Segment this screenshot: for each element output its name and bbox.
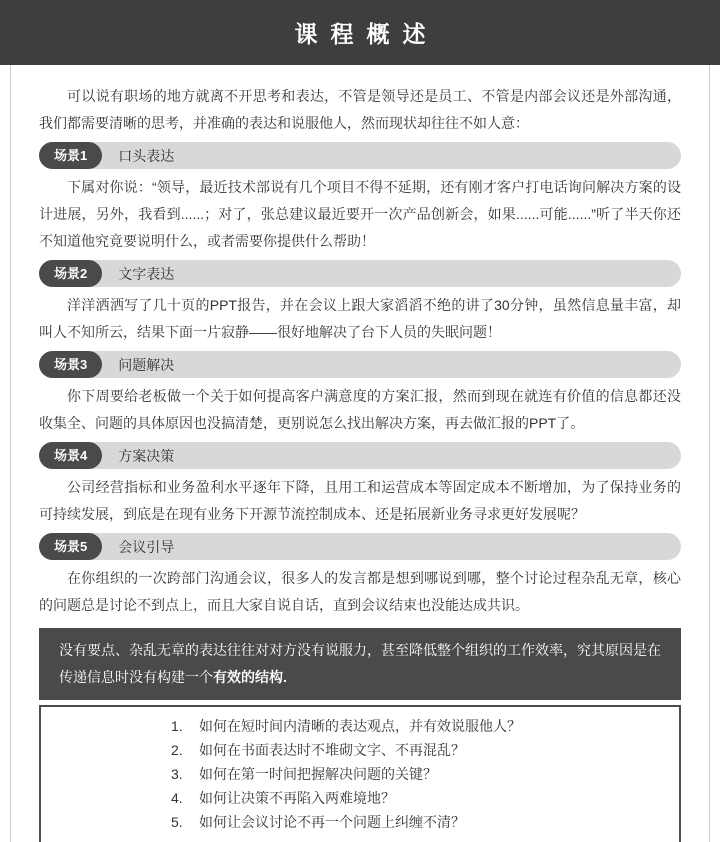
question-item-1 <box>41 714 679 738</box>
question-1-text: 如何在短时间内清晰的表达观点，并有效说服他人？ <box>199 718 521 734</box>
scene-1-badge: 场景1 <box>39 142 102 169</box>
scene-3-title: 问题解决 <box>118 356 175 373</box>
scene-2-badge: 场景2 <box>39 260 102 287</box>
question-2-number: 2. <box>171 742 183 758</box>
question-item-3 <box>41 762 679 786</box>
scene-2-header-bar <box>39 260 681 287</box>
scene-section-2 <box>39 260 681 346</box>
question-4-text: 如何让决策不再陷入两难境地？ <box>199 790 395 806</box>
scene-4-body: 公司经营指标和业务盈利水平逐年下降，且用工和运营成本等固定成本不断增加，为了保持业务的可持续发展，到底是在现有业务下开源节流控制成本、还是拓展新业务寻求更好发展呢？ <box>39 479 681 522</box>
summary-box <box>39 628 681 700</box>
scene-3-header-bar <box>39 351 681 378</box>
question-item-5 <box>41 810 679 834</box>
scene-4-header-bar <box>39 442 681 469</box>
scene-4-title: 方案决策 <box>118 447 175 464</box>
scene-section-5 <box>39 533 681 619</box>
question-2-text: 如何在书面表达时不堆砌文字、不再混乱？ <box>199 742 465 758</box>
question-3-text: 如何在第一时间把握解决问题的关键？ <box>199 766 437 782</box>
question-3-number: 3. <box>171 766 183 782</box>
question-1-number: 1. <box>171 718 183 734</box>
scene-1-body: 下属对你说：“领导，最近技术部说有几个项目不得不延期，还有刚才客户打电话询问解决方案的设计进展，另外，我看到......；对了，张总建议最近要开一次产品创新会，如果......可能......”听了半天你还不知道他究竟要说明什么，或者需要你提供什么帮助！ <box>39 179 681 249</box>
question-item-2 <box>41 738 679 762</box>
summary-text: 没有要点、杂乱无章的表达往往对对方没有说服力，甚至降低整个组织的工作效率，究其原因是在传递信息时没有构建一个 <box>59 642 661 685</box>
question-4-number: 4. <box>171 790 183 806</box>
intro-paragraph: 可以说有职场的地方就离不开思考和表达，不管是领导还是员工、不管是内部会议还是外部沟通，我们都需要清晰的思考，并准确的表达和说服他人，然而现状却往往不如人意： <box>39 88 681 131</box>
scene-5-title: 会议引导 <box>118 538 175 555</box>
content-area <box>10 65 710 842</box>
scene-section-1 <box>39 142 681 255</box>
scene-2-body: 洋洋洒洒写了几十页的PPT报告，并在会议上跟大家滔滔不绝的讲了30分钟，虽然信息量丰富，却叫人不知所云，结果下面一片寂静——很好地解决了台下人员的失眠问题！ <box>39 297 681 340</box>
question-box <box>39 705 681 842</box>
scene-1-header-bar <box>39 142 681 169</box>
scene-3-body: 你下周要给老板做一个关于如何提高客户满意度的方案汇报，然而到现在就连有价值的信息都还没收集全、问题的具体原因也没搞清楚，更别说怎么找出解决方案，再去做汇报的PPT了。 <box>39 388 681 431</box>
question-5-text: 如何让会议讨论不再一个问题上纠缠不清？ <box>199 814 465 830</box>
scene-3-badge: 场景3 <box>39 351 102 378</box>
scene-1-title: 口头表达 <box>118 147 175 164</box>
page-title: 课程概述 <box>294 21 439 47</box>
summary-emphasis: 有效的结构. <box>213 669 287 685</box>
scene-4-badge: 场景4 <box>39 442 102 469</box>
scene-5-badge: 场景5 <box>39 533 102 560</box>
scene-5-header-bar <box>39 533 681 560</box>
question-5-number: 5. <box>171 814 183 830</box>
scene-2-title: 文字表达 <box>118 265 175 282</box>
page-header <box>0 0 720 65</box>
scene-5-body: 在你组织的一次跨部门沟通会议，很多人的发言都是想到哪说到哪，整个讨论过程杂乱无章，核心的问题总是讨论不到点上，而且大家自说自话，直到会议结束也没能达成共识。 <box>39 570 681 613</box>
scene-section-4 <box>39 442 681 528</box>
scene-section-3 <box>39 351 681 437</box>
question-item-4 <box>41 786 679 810</box>
